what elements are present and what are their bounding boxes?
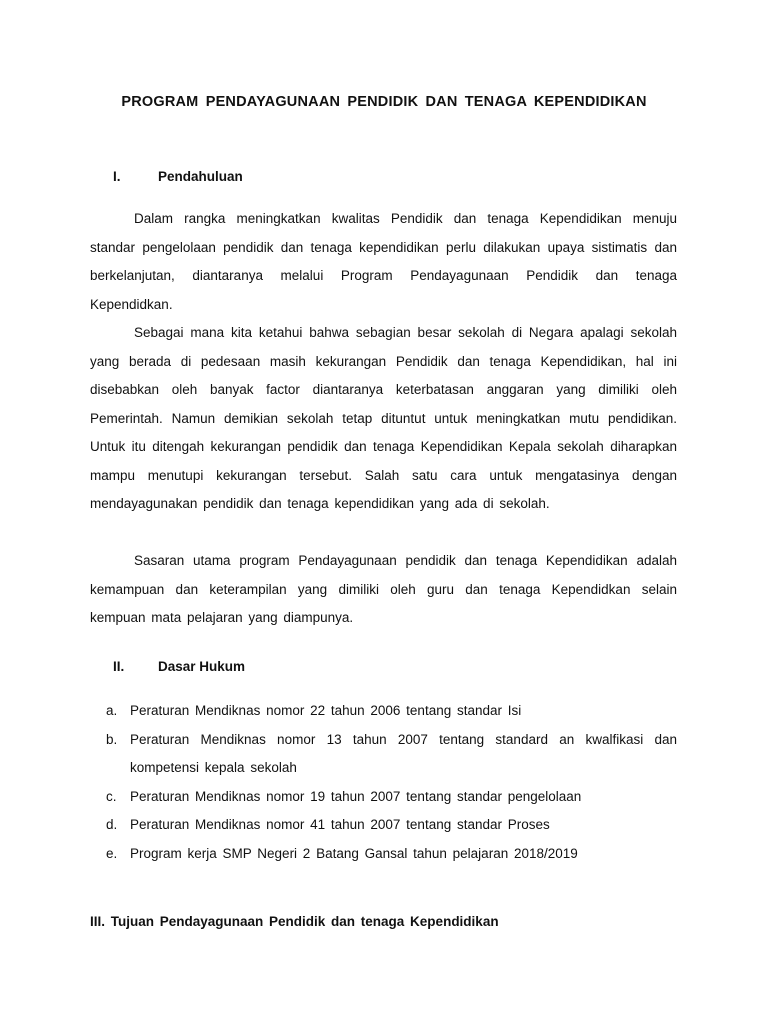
list-item-text: Peraturan Mendiknas nomor 41 tahun 2007 tentang standar Proses bbox=[130, 817, 550, 832]
list-marker: e. bbox=[106, 845, 118, 861]
section-heading-tujuan: III. Tujuan Pendayagunaan Pendidik dan tenaga Kependidikan bbox=[90, 914, 499, 929]
list-item bbox=[106, 783, 677, 812]
list-marker: d. bbox=[106, 817, 118, 832]
list-marker: b. bbox=[106, 731, 118, 747]
section-number: II. bbox=[113, 659, 125, 674]
section-title: Dasar Hukum bbox=[158, 659, 246, 674]
list-item-text: Peraturan Mendiknas nomor 22 tahun 2006 tentang standar Isi bbox=[130, 703, 522, 718]
legal-basis-list bbox=[106, 697, 677, 868]
list-item bbox=[106, 811, 677, 840]
list-item-text: Peraturan Mendiknas nomor 13 tahun 2007 tentang standard an kwalfikasi dan kompetensi kepala sekolah bbox=[130, 731, 677, 775]
list-item-text: Program kerja SMP Negeri 2 Batang Gansal tahun pelajaran 2018/2019 bbox=[130, 845, 578, 861]
document-title: PROGRAM PENDAYAGUNAAN PENDIDIK DAN TENAGA KEPENDIDIKAN bbox=[121, 94, 647, 110]
list-marker: a. bbox=[106, 703, 118, 718]
section-number: I. bbox=[113, 169, 121, 184]
list-marker: c. bbox=[106, 788, 117, 804]
list-item bbox=[106, 840, 677, 869]
list-item bbox=[106, 726, 677, 783]
paragraph: Sebagai mana kita ketahui bahwa sebagian besar sekolah di Negara apalagi sekolah yang berada di pedesaan masih kekurangan Pendidik dan tenaga Kependidikan, hal ini disebabkan oleh banyak factor diantaranya keterbatasan anggaran yang dimiliki oleh Pemerintah. Namun demikian sekolah tetap dituntut untuk meningkatkan mutu pendidikan. Untuk itu ditengah kekurangan pendidik dan tenaga Kependidikan Kepala sekolah diharapkan mampu menutupi kekurangan tersebut. Salah satu cara untuk mengatasinya dengan mendayagunakan pendidik dan tenaga kependidikan yang ada di sekolah. bbox=[90, 325, 677, 511]
list-item-text: Peraturan Mendiknas nomor 19 tahun 2007 tentang standar pengelolaan bbox=[130, 788, 582, 804]
paragraph: Sasaran utama program Pendayagunaan pendidik dan tenaga Kependidikan adalah kemampuan dan keterampilan yang dimiliki oleh guru dan tenaga Kependidkan selain kempuan mata pelajaran yang diampunya. bbox=[90, 553, 677, 625]
section-title: Pendahuluan bbox=[158, 169, 243, 184]
list-item bbox=[106, 697, 677, 726]
paragraph: Dalam rangka meningkatkan kwalitas Pendidik dan tenaga Kependidikan menuju standar pengelolaan pendidik dan tenaga kependidikan perlu dilakukan upaya sistimatis dan berkelanjutan, diantaranya melalui Program Pendayagunaan Pendidik dan tenaga Kependidkan. bbox=[90, 211, 677, 312]
